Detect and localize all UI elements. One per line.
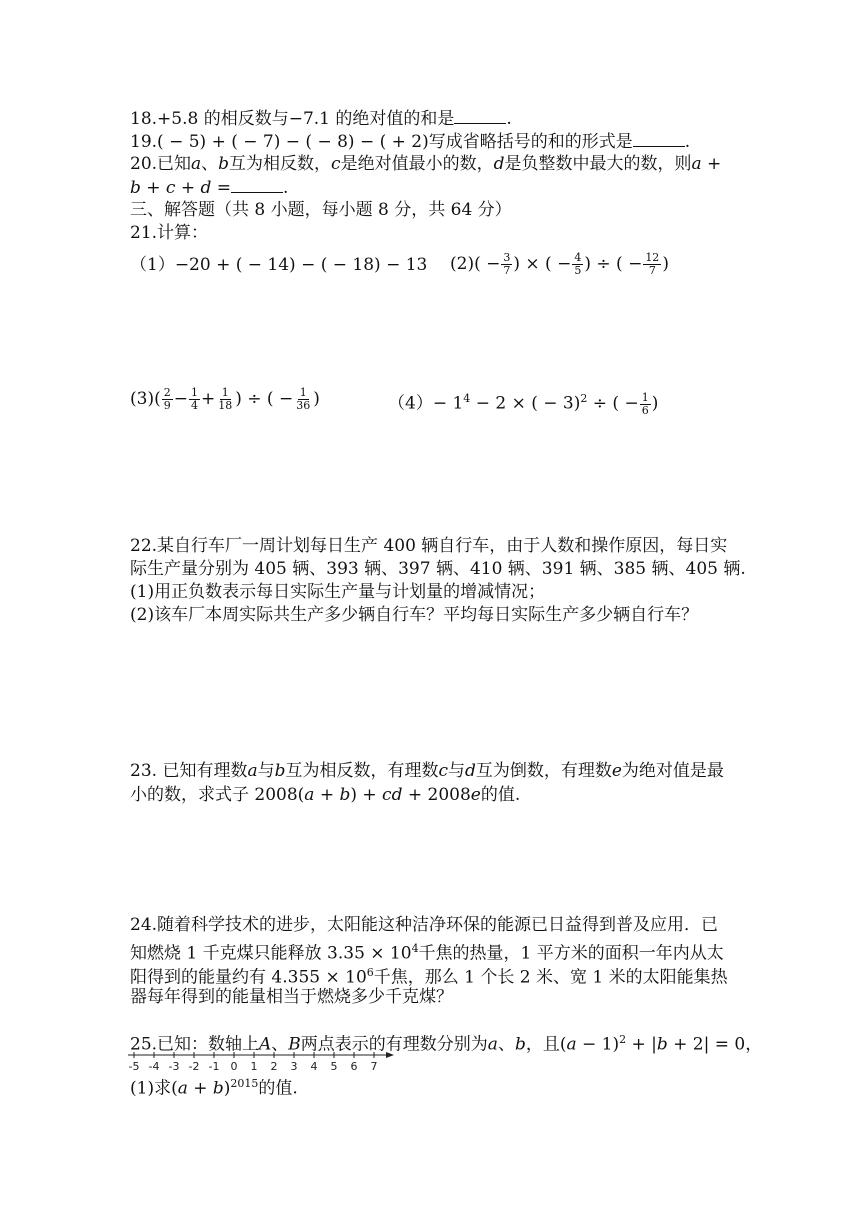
number-line-tick-label: 0 [230, 1060, 238, 1073]
fraction: $\frac{1}{36}$ [296, 386, 311, 412]
question-22-part2: (2)该车厂本周实际共生产多少辆自行车？平均每日实际生产多少辆自行车？ [130, 605, 699, 625]
number-line-tick-label: 7 [370, 1060, 378, 1073]
fraction: $\frac{1}{18}$ [218, 386, 233, 412]
number-line-tick-label: 1 [250, 1060, 258, 1073]
section-3-heading: 三、解答题（共 8 小题，每小题 8 分，共 64 分） [130, 200, 512, 220]
question-21-part4: $(4)- 1^4 - 2$ × ( − 3)$^2$ ÷ ( − $\frac{1}{6}$ ) [388, 390, 659, 417]
number-line-tick-label: 5 [330, 1060, 338, 1073]
question-19: 19.( − 5) + ( − 7) − ( − 8) − ( + 2)写成省略括号的和的形式是 . [130, 132, 691, 152]
question-24-line4: 器每年得到的能量相当于燃烧多少千克煤？ [130, 987, 453, 1007]
fraction: $\frac{1}{4}$ [190, 386, 198, 412]
number-line-tick-label: -2 [188, 1060, 200, 1073]
fraction: $\frac{4}{5}$ [574, 251, 582, 277]
question-24-line2: 知燃烧 1 千克煤只能释放 $3.35 \times 10^4$千焦的热量，1 平方米的面积一年内从太 [130, 942, 724, 964]
question-21-part1: （1）−20 + ( − 14) − ( − 18) − 13 [130, 255, 428, 275]
question-21-part3: (3)( $\frac{2}{9}$ − $\frac{1}{4}$ + $\frac{1}{18}$ ) ÷ ( − $\frac{1}{36}$ ) [130, 386, 320, 412]
question-25-line1: 25.已知：数轴上𝐴、𝐵两点表示的有理数分别为𝑎、𝑏，且(𝑎 − 1)$^2$ + |𝑏 + 2| = 0， [130, 1033, 763, 1055]
question-23-line1: 23. 已知有理数𝑎与𝑏互为相反数，有理数𝑐与𝑑互为倒数，有理数𝑒为绝对值是最 [130, 761, 724, 781]
answer-blank-20[interactable] [231, 176, 283, 193]
number-line [128, 1052, 398, 1074]
question-18: 18.+5.8 的相反数与−7.1 的绝对值的和是 . [130, 109, 512, 129]
question-22-line2: 际生产量分别为 405 辆、393 辆、397 辆、410 辆、391 辆、385 辆、405 辆. [130, 559, 746, 579]
fraction: $\frac{3}{7}$ [503, 251, 511, 277]
number-line-tick-label: 2 [270, 1060, 278, 1073]
question-21-part2: (2)( − $\frac{3}{7}$ ) × ( − $\frac{4}{5}$ ) ÷ ( − $\frac{12}{7}$ ) [450, 251, 669, 277]
answer-blank-19[interactable] [633, 130, 685, 147]
number-line-arrow-icon [386, 1052, 394, 1058]
question-20-line1: 20.已知𝑎、𝑏互为相反数，𝑐是绝对值最小的数，𝑑是负整数中最大的数，则𝑎 + [130, 154, 722, 174]
number-line-tick-label: -4 [148, 1060, 160, 1073]
fraction: $\frac{12}{7}$ [645, 251, 660, 277]
answer-blank-18[interactable] [454, 107, 506, 124]
question-25-part1: (1)求(𝑎 + 𝑏)$^{2015}$的值. [130, 1077, 298, 1099]
question-23-line2: 小的数，求式子 2008(𝑎 + 𝑏) + 𝑐𝑑 + 2008𝑒的值. [130, 785, 521, 805]
question-20-line2: 𝑏 + 𝑐 + 𝑑 = . [130, 178, 289, 198]
question-21-title: 21.计算： [130, 223, 209, 243]
number-line-tick-label: 3 [290, 1060, 298, 1073]
question-22-part1: (1)用正负数表示每日实际生产量与计划量的增减情况； [130, 582, 546, 602]
number-line-tick-label: -3 [168, 1060, 180, 1073]
question-22-line1: 22.某自行车厂一周计划每日生产 400 辆自行车，由于人数和操作原因，每日实 [130, 536, 728, 556]
number-line-tick-label: 6 [350, 1060, 358, 1073]
fraction: $\frac{1}{6}$ [641, 390, 649, 417]
number-line-tick-label: -5 [128, 1060, 140, 1073]
question-24-line1: 24.随着科学技术的进步，太阳能这种洁净环保的能源已日益得到普及应用．已 [130, 915, 719, 935]
fraction: $\frac{2}{9}$ [163, 386, 171, 412]
number-line-tick-label: 4 [310, 1060, 318, 1073]
question-24-line3: 阳得到的能量约有 $4.355 \times 10^6$千焦，那么 1 个长 2 米、宽 1 米的太阳能集热 [130, 966, 728, 988]
number-line-tick-label: -1 [208, 1060, 220, 1073]
